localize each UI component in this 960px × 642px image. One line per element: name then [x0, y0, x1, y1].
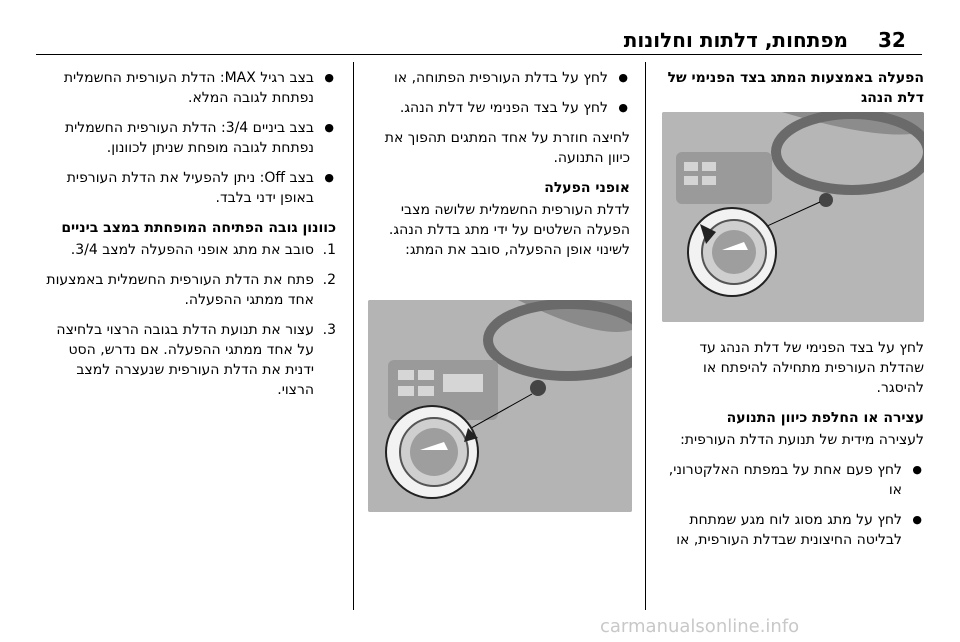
section-heading: כוונון גובה הפתיחה המופחתת במצב ביניים	[61, 220, 336, 236]
body-text: לדלת העורפית החשמלית שלושה מצבי הפעלה השלטים על ידי מתג בדלת הנהג. לשינוי אופן ההפעלה, סובב את המתג:	[388, 202, 630, 258]
column-left	[40, 68, 336, 410]
door-panel-illustration	[368, 300, 632, 512]
mode-switch-figure	[368, 300, 632, 512]
driver-door-illustration	[662, 112, 924, 322]
column-divider-left	[353, 62, 354, 610]
header-rule	[36, 54, 922, 55]
page-title: מפתחות, דלתות וחלונות	[623, 28, 848, 52]
step-number: 3.	[322, 322, 336, 338]
column-right	[660, 68, 924, 110]
column-divider-right	[645, 62, 646, 610]
section-heading: הפעלה באמצעות המתג בצד הפנימי של דלת הנהג	[667, 70, 924, 106]
list-item: ● לחץ על בדלת העורפית הפתוחה, או	[368, 68, 630, 88]
section-heading: אופני הפעלה	[544, 180, 630, 196]
page-header	[0, 0, 960, 52]
step-text: פתח את הדלת העורפית החשמלית באמצעות אחד ממתגי ההפעלה.	[46, 272, 314, 308]
body-text: לעצירה מידית של תנועת הדלת העורפית:	[680, 432, 924, 448]
mode-switch-icon	[530, 380, 546, 396]
watermark: carmanualsonline.info	[600, 616, 800, 637]
list-item: ● לחץ פעם אחת על במפתח האלקטרוני, או	[660, 460, 924, 500]
column-right-lower	[660, 338, 924, 560]
body-text: לחיצה חוזרת על אחד המתגים תהפוך את כיוון התנועה.	[384, 130, 630, 166]
section-heading: עצירה או החלפת כיוון התנועה	[726, 410, 924, 426]
list-item: ● לחץ על מתג מסוג לוח מגע שמתחת לבליטה החיצונית שבדלת העורפית, או	[660, 510, 924, 550]
list-item: ● בצב רגיל MAX: הדלת העורפית החשמלית נפתחת לגובה המלא.	[40, 68, 336, 108]
step-text: סובב את מתג אופני ההפעלה למצב 3/4.	[70, 242, 314, 258]
column-middle	[368, 68, 630, 270]
door-switch-icon	[819, 193, 833, 207]
list-item	[40, 320, 336, 400]
page-number: 32	[878, 28, 906, 52]
list-item: ● בצב ביניים 3/4: הדלת העורפית החשמלית נפתחת לגובה מופחת שניתן לכוונון.	[40, 118, 336, 158]
list-item	[40, 240, 336, 260]
list-item	[40, 270, 336, 310]
step-number: 2.	[322, 272, 336, 288]
body-text: לחץ על בצד הפנימי של דלת הנהג עד שהדלת העורפית מתחילה להיפתח או להיסגר.	[699, 340, 924, 396]
driver-door-switch-figure	[662, 112, 924, 322]
list-item: ● בצב Off: ניתן להפעיל את הדלת העורפית באופן ידני בלבד.	[40, 168, 336, 208]
step-text: עצור את תנועת הדלת בגובה הרצוי בלחיצה על אחד ממתגי ההפעלה. אם נדרש, הסט ידנית את הדלת העורפית שנעצרה למצב הרצוי.	[56, 322, 314, 398]
step-number: 1.	[322, 242, 336, 258]
list-item: ● לחץ על בצד הפנימי של דלת הנהג.	[368, 98, 630, 118]
